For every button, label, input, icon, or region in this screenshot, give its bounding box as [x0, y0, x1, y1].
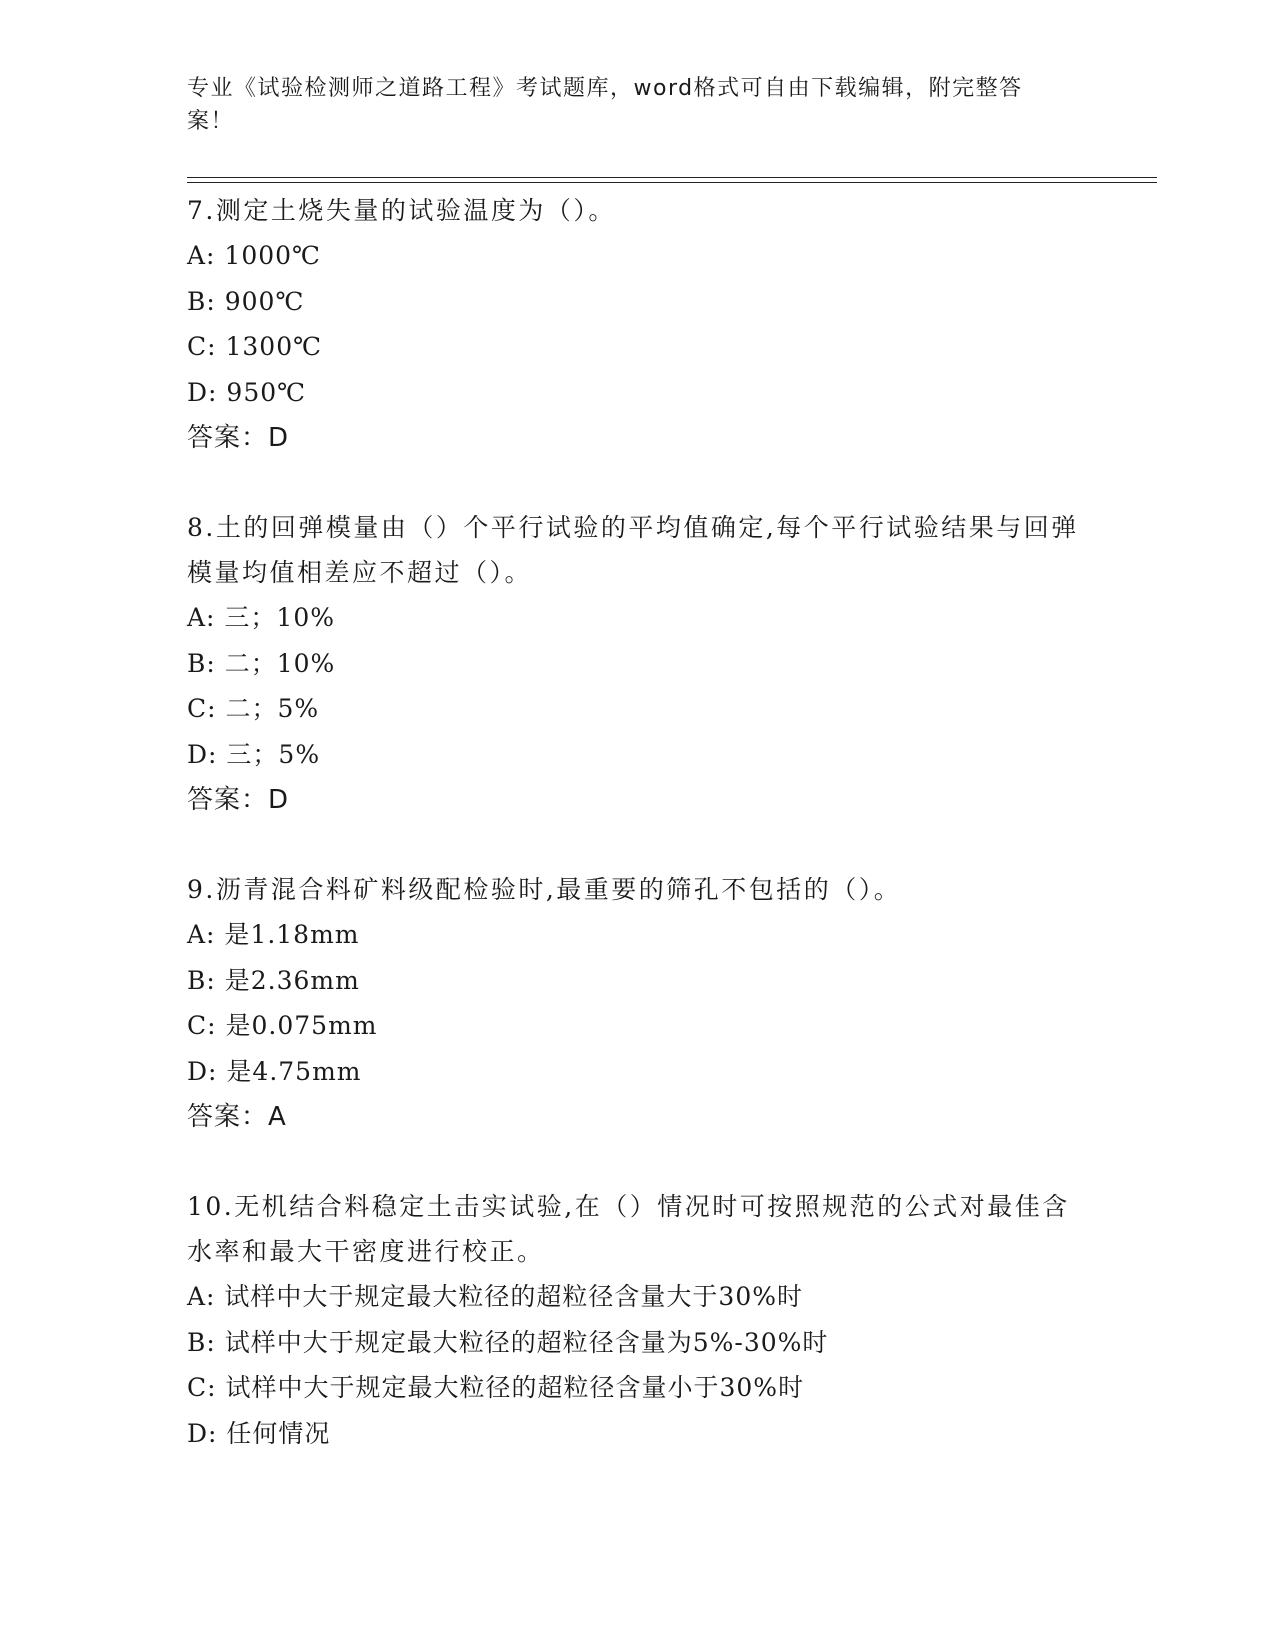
option-c: C: 试样中大于规定最大粒径的超粒径含量小于30%时 — [187, 1373, 805, 1402]
option-c: C: 二；5% — [187, 694, 320, 723]
question-text: 10.无机结合料稳定土击实试验,在（）情况时可按照规范的公式对最佳含水率和最大干密度进行校正。 — [187, 1192, 1070, 1266]
spacer — [187, 1140, 1087, 1184]
question-text: 8.土的回弹模量由（）个平行试验的平均值确定,每个平行试验结果与回弹模量均值相差应不超过（）。 — [187, 513, 1079, 587]
answer: 答案：A — [187, 1102, 287, 1132]
answer: 答案：D — [187, 785, 290, 815]
question-text: 7.测定土烧失量的试验温度为（）。 — [187, 196, 616, 225]
option-a: A: 1000℃ — [187, 241, 322, 270]
option-d: D: 任何情况 — [187, 1418, 331, 1448]
question-list — [187, 188, 1087, 1456]
option-d: D: 是4.75mm — [187, 1056, 362, 1086]
option-c: C: 是0.075mm — [187, 1011, 378, 1040]
answer: 答案：D — [187, 423, 290, 453]
header-divider-top — [187, 177, 1157, 178]
option-a: A: 是1.18mm — [187, 920, 360, 949]
page-header: 专业《试验检测师之道路工程》考试题库，word格式可自由下载编辑，附完整答案！ — [187, 76, 1023, 134]
option-c: C: 1300℃ — [187, 332, 323, 361]
option-d: D: 950℃ — [187, 377, 307, 407]
question-9 — [187, 867, 1087, 1140]
spacer — [187, 823, 1087, 867]
question-10 — [187, 1184, 1087, 1456]
option-d: D: 三；5% — [187, 739, 321, 769]
question-7 — [187, 188, 1087, 461]
option-a: A: 试样中大于规定最大粒径的超粒径含量大于30%时 — [187, 1282, 803, 1311]
question-8 — [187, 505, 1087, 823]
spacer — [187, 461, 1087, 505]
option-b: B: 900℃ — [187, 286, 305, 316]
option-b: B: 试样中大于规定最大粒径的超粒径含量为5%-30%时 — [187, 1327, 829, 1357]
option-a: A: 三；10% — [187, 603, 335, 632]
option-b: B: 二；10% — [187, 648, 336, 678]
option-b: B: 是2.36mm — [187, 965, 360, 995]
header-divider-bottom — [187, 182, 1157, 183]
question-text: 9.沥青混合料矿料级配检验时,最重要的筛孔不包括的（）。 — [187, 875, 902, 904]
